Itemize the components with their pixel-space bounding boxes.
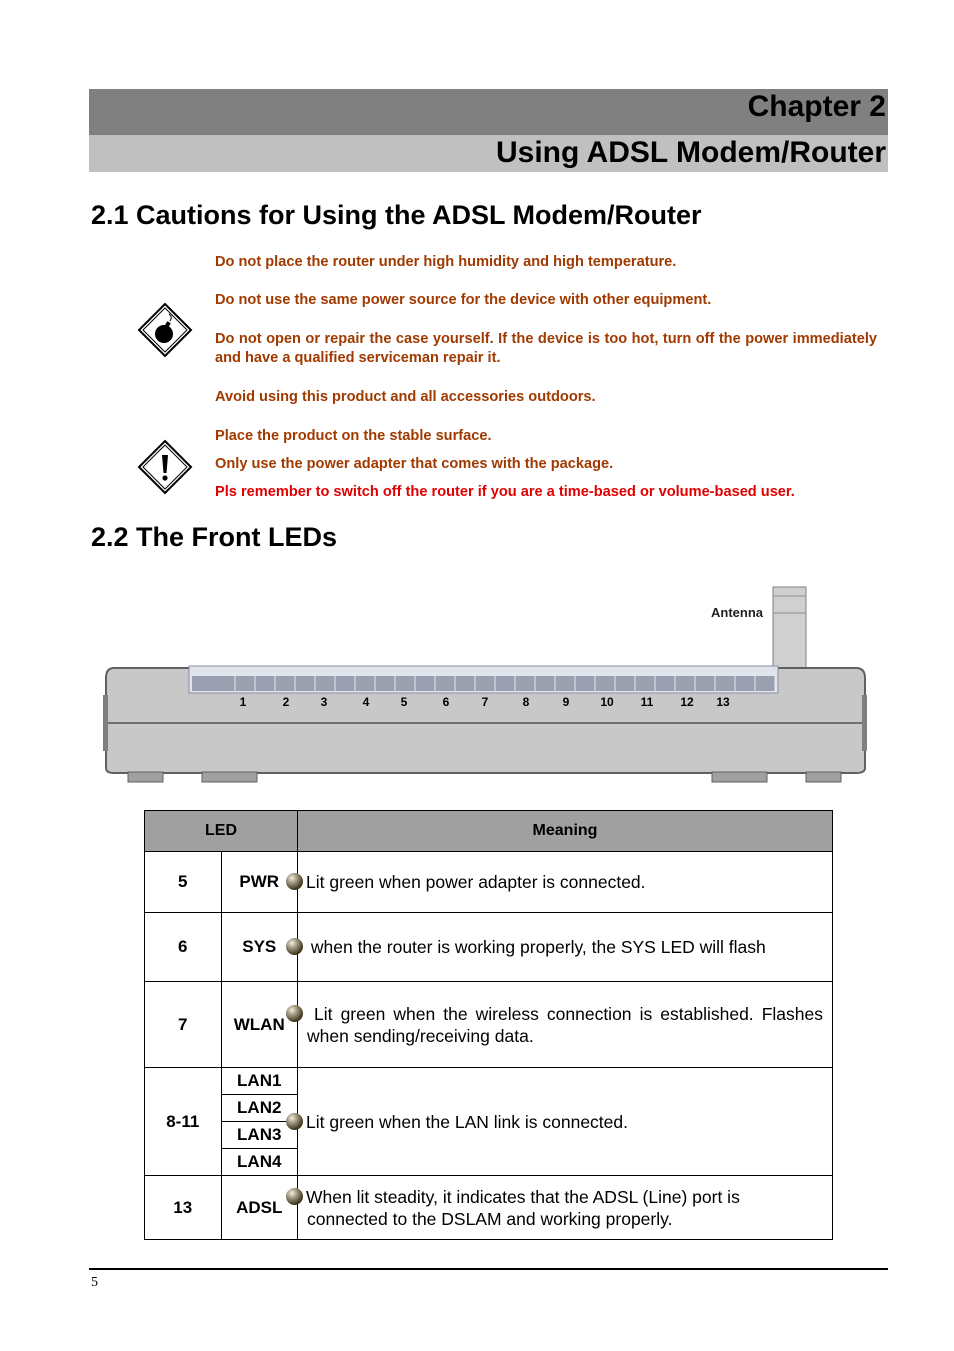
led-name: LAN1	[221, 1068, 298, 1095]
led-number: 7	[145, 982, 222, 1068]
led-name: ADSL	[221, 1176, 298, 1240]
caution-outdoors: Avoid using this product and all accessories outdoors.	[215, 389, 596, 405]
led-number-label: 11	[640, 695, 654, 709]
router-front-illustration	[100, 583, 870, 788]
led-number: 13	[145, 1176, 222, 1240]
led-number: 8-11	[145, 1068, 222, 1176]
caution-power-adapter: Only use the power adapter that comes with the package.	[215, 456, 614, 472]
caution-power-source: Do not use the same power source for the device with other equipment.	[215, 292, 712, 308]
caution-stable-surface: Place the product on the stable surface.	[215, 428, 492, 444]
section-2-title: 2.2 The Front LEDs	[91, 522, 338, 552]
section-1-title: 2.1 Cautions for Using the ADSL Modem/Router	[91, 200, 702, 230]
led-table	[144, 810, 833, 1240]
bomb-icon	[137, 302, 193, 358]
led-number-label: 9	[562, 695, 570, 709]
led-number-label: 1	[239, 695, 247, 709]
led-number-label: 10	[600, 695, 614, 709]
bullet-icon	[286, 1113, 303, 1130]
led-meaning: Lit green when the LAN link is connected.	[298, 1068, 833, 1176]
led-number: 5	[145, 852, 222, 913]
led-number-label: 2	[282, 695, 290, 709]
led-name: LAN4	[221, 1149, 298, 1176]
footer-rule	[89, 1268, 888, 1270]
led-number-label: 8	[522, 695, 530, 709]
table-row	[145, 1068, 833, 1095]
led-meaning: Lit green when the wireless connection is established. Flashes when sending/receiving data.	[298, 982, 833, 1068]
bullet-icon	[286, 1188, 303, 1205]
led-number-label: 5	[400, 695, 408, 709]
caution-open-repair: Do not open or repair the case yourself. If the device is too hot, turn off the power immediately and have a qualified serviceman repair it.	[215, 331, 877, 366]
led-column-header: LED	[145, 811, 298, 852]
table-row	[145, 852, 833, 913]
bullet-icon	[286, 873, 303, 890]
led-number-label: 6	[442, 695, 450, 709]
led-number-label: 12	[680, 695, 694, 709]
page-number: 5	[91, 1275, 98, 1290]
antenna-label: Antenna	[711, 605, 763, 620]
led-meaning: when the router is working properly, the SYS LED will flash	[298, 913, 833, 982]
table-row	[145, 913, 833, 982]
caution-humidity: Do not place the router under high humidity and high temperature.	[215, 254, 677, 270]
table-row	[145, 1176, 833, 1240]
bullet-icon	[286, 1005, 303, 1022]
led-name: PWR	[221, 852, 298, 913]
led-number-label: 13	[716, 695, 730, 709]
chapter-title: Using ADSL Modem/Router	[495, 136, 886, 169]
bullet-icon	[286, 938, 303, 955]
led-number-label: 7	[481, 695, 489, 709]
led-number-label: 3	[320, 695, 328, 709]
chapter-number: Chapter 2	[747, 90, 886, 123]
table-row	[145, 982, 833, 1068]
led-name: WLAN	[221, 982, 298, 1068]
led-meaning: Lit green when power adapter is connected.	[298, 852, 833, 913]
caution-switch-off: Pls remember to switch off the router if you are a time-based or volume-based user.	[215, 484, 795, 500]
led-name: LAN3	[221, 1122, 298, 1149]
led-name: SYS	[221, 913, 298, 982]
meaning-column-header: Meaning	[298, 811, 833, 852]
led-number: 6	[145, 913, 222, 982]
led-name: LAN2	[221, 1095, 298, 1122]
led-meaning: When lit steadity, it indicates that the ADSL (Line) port is connected to the DSLAM and working properly.	[298, 1176, 833, 1240]
led-number-label: 4	[362, 695, 370, 709]
warning-icon	[137, 439, 193, 495]
